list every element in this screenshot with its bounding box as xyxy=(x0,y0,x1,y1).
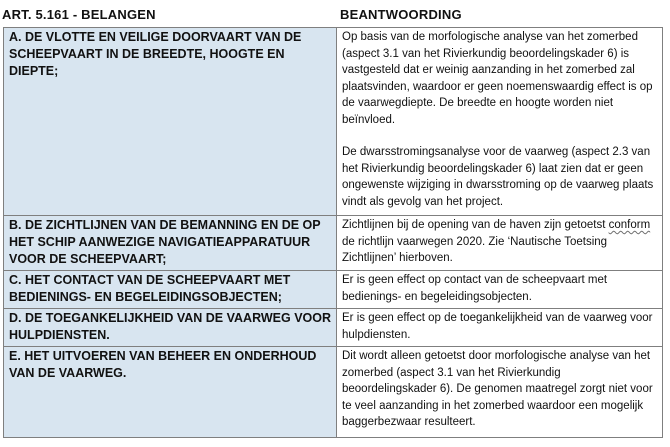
table-row xyxy=(4,271,663,309)
answer-cell xyxy=(337,347,663,438)
topic-text: B. DE ZICHTLIJNEN VAN DE BEMANNING EN DE OP HET SCHIP AANWEZIGE NAVIGATIEAPPARATUUR VOOR DE SCHEEPVAART; xyxy=(9,218,321,266)
answer-paragraph: Er is geen effect op contact van de scheepvaart met bedienings- en begeleidingsobjecten. xyxy=(342,274,608,303)
assessment-table xyxy=(3,27,663,438)
table-row xyxy=(4,216,663,271)
column-header-belangen: ART. 5.161 - BELANGEN xyxy=(2,7,156,22)
topic-text: C. HET CONTACT VAN DE SCHEEPVAART MET BEDIENINGS- EN BEGELEIDINGSOBJECTEN; xyxy=(9,273,291,304)
table-row xyxy=(4,28,663,216)
answer-cell xyxy=(337,271,663,309)
answer-paragraph xyxy=(342,217,658,267)
answer-paragraph: Op basis van de morfologische analyse van het zomerbed (aspect 3.1 van het Rivierkundig beoordelingskader 6) is vastgesteld dat er weinig aanzanding in het zomerbed zal plaatsvinden, waardoor er geen noemenswaardig effect is op de vaarwegdiepte. De breedte en hoogte worden niet beïnvloed. xyxy=(342,31,653,126)
table-row xyxy=(4,309,663,347)
topic-cell xyxy=(4,271,337,309)
topic-cell xyxy=(4,309,337,347)
topic-text: E. HET UITVOEREN VAN BEHEER EN ONDERHOUD VAN DE VAARWEG. xyxy=(9,349,317,380)
answer-paragraph: Dit wordt alleen getoetst door morfologische analyse van het zomerbed (aspect 3.1 van het Rivierkundig beoordelingskader 6). De genomen maatregel zorgt niet voor te veel aanzanding in het zomerbed waardoor een mogelijk baggerbezwaar resulteert. xyxy=(342,350,653,428)
answer-text: de richtlijn vaarwegen 2020. Zie ‘Nautische Toetsing Zichtlijnen’ hierboven. xyxy=(342,235,608,264)
answer-text: Zichtlijnen bij de opening van de haven zijn getoetst xyxy=(342,219,609,231)
answer-cell xyxy=(337,216,663,271)
answer-paragraph: De dwarsstromingsanalyse voor de vaarweg (aspect 2.3 van het Rivierkundig beoordelingskader 6) laat zien dat er geen ongewenste wijziging in dwarsstroming op de vaarweg plaats vindt als gevolg van het project. xyxy=(342,146,654,208)
table-row xyxy=(4,347,663,438)
answer-paragraph: Er is geen effect op de toegankelijkheid van de vaarweg voor hulpdiensten. xyxy=(342,312,653,341)
answer-cell xyxy=(337,309,663,347)
column-header-beantwoording: BEANTWOORDING xyxy=(340,7,462,22)
answer-cell xyxy=(337,28,663,216)
topic-cell xyxy=(4,216,337,271)
topic-cell xyxy=(4,28,337,216)
topic-text: A. DE VLOTTE EN VEILIGE DOORVAART VAN DE SCHEEPVAART IN DE BREEDTE, HOOGTE EN DIEPTE; xyxy=(9,30,302,78)
spellcheck-marked-word: conform xyxy=(608,219,651,231)
topic-text: D. DE TOEGANKELIJKHEID VAN DE VAARWEG VOOR HULPDIENSTEN. xyxy=(9,311,332,342)
topic-cell xyxy=(4,347,337,438)
